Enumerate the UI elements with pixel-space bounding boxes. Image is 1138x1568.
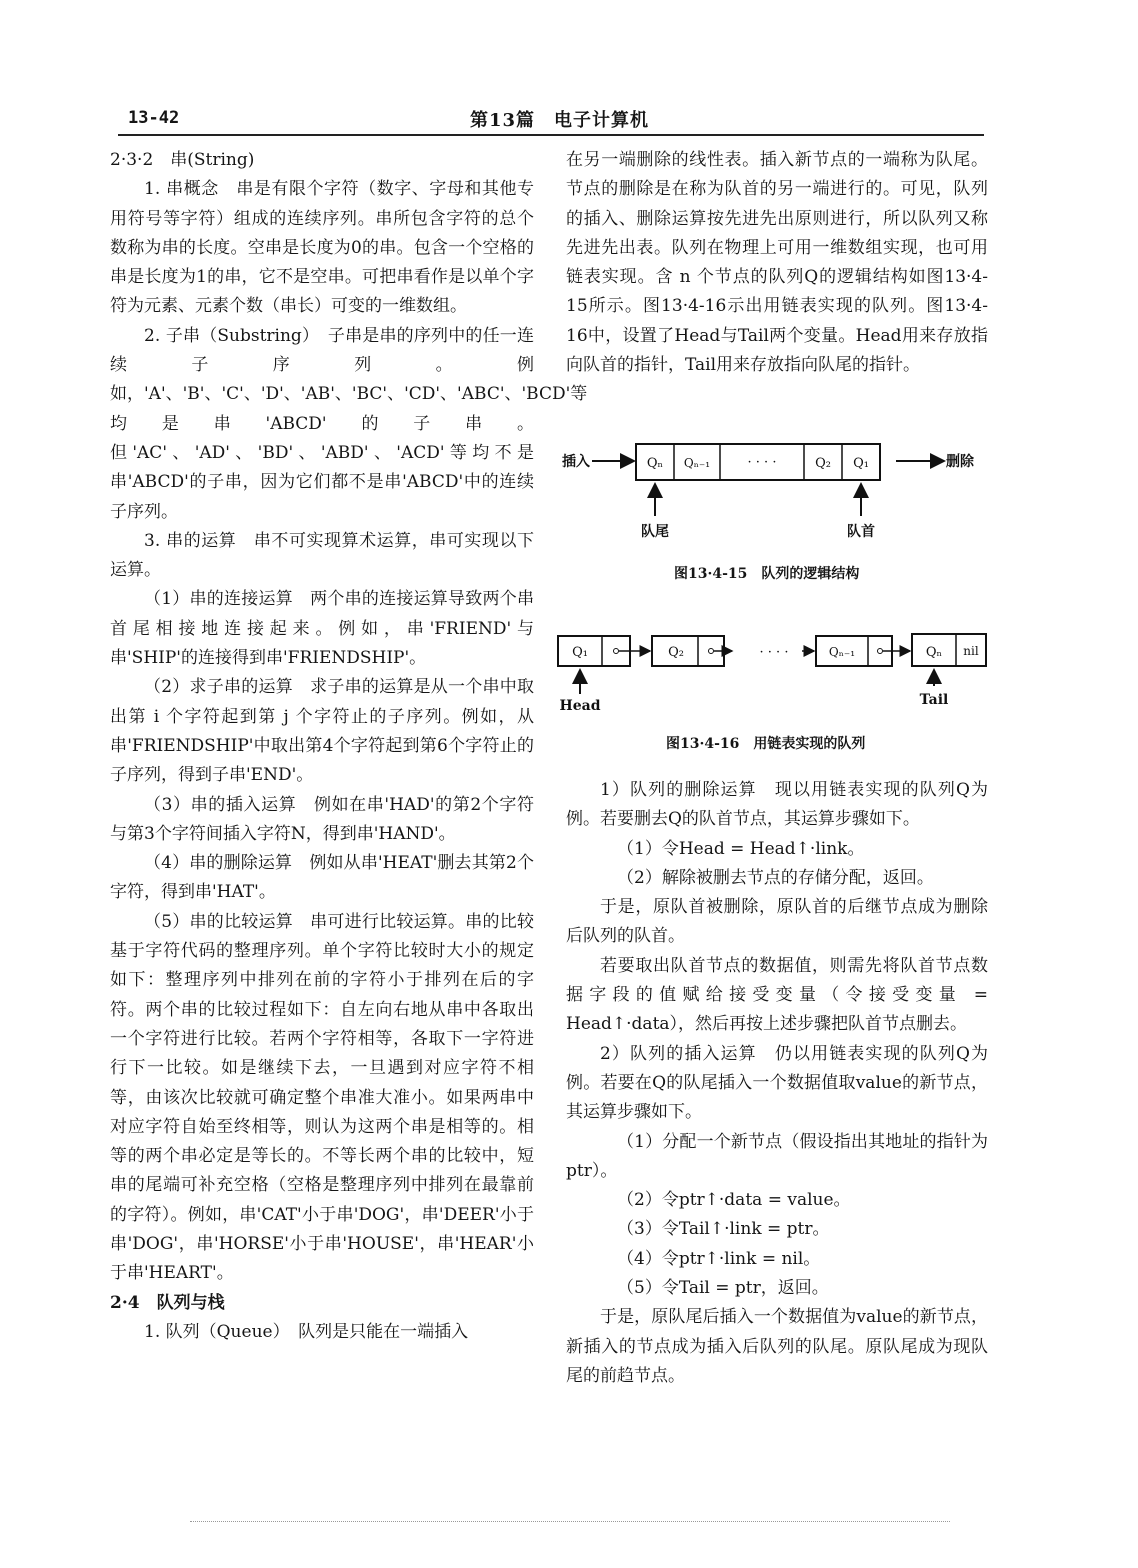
page-header — [118, 108, 984, 136]
insert-label: 插入 — [562, 454, 590, 470]
paragraph: （3）串的插入运算 例如在串'HAD'的第2个字符与第3个字符间插入字符N，得到串'HAND'。 — [110, 794, 534, 844]
node-qn-label: Qₙ — [925, 645, 943, 660]
paragraph: 在另一端删除的线性表。插入新节点的一端称为队尾。节点的删除是在称为队首的另一端进行的。可见，队列的插入、删除运算按先进先出原则进行，所以队列又称先进先出表。队列在物理上可用一维数组实现，也可用链表实现。含 n 个节点的队列Q的逻辑结构如图13·4-15所示。图13·4-16示出用链表实现的队列。图13·4-16中，设置了Head与Tail两个变量。Head用来存放指向队首的指针，Tail用来存放指向队尾的指针。 — [566, 150, 988, 376]
paragraph: （4）令ptr↑·link = nil。 — [617, 1248, 821, 1269]
paragraph: 于是，原队首被删除，原队首的后继节点成为删除后队列的队首。 — [566, 897, 988, 947]
node-qn-1-label: Qₙ₋₁ — [828, 645, 856, 659]
queue-cell-q1: Q₁ — [853, 456, 869, 471]
paragraph: 2. 子串（Substring） 子串是串的序列中的任一连续子序列。例如，'A'、'B'、'C'、'D'、'AB'、'BC'、'CD'、'ABC'、'BCD'等均是串'ABCD'的子串。但'AC'、'AD'、'BD'、'ABD'、'ACD'等均不是串'ABCD'的子串，因为它们都不是串'ABCD'中的连续子序列。 — [110, 325, 588, 522]
section-heading-string: 2·3·2 串(String) — [110, 150, 255, 170]
right-column-lower — [566, 776, 988, 1391]
queue-cell-qn: Qₙ — [646, 456, 664, 471]
linked-queue-figure — [552, 626, 992, 718]
node-q1-label: Q₁ — [572, 645, 588, 660]
queue-cell-q2: Q₂ — [815, 456, 831, 471]
head-label: Head — [559, 698, 601, 714]
paragraph: （1）分配一个新节点（假设指出其地址的指针为ptr）。 — [566, 1131, 988, 1181]
paragraph: 2）队列的插入运算 仍以用链表实现的队列Q为例。若要在Q的队尾插入一个数据值取value的新节点，其运算步骤如下。 — [566, 1043, 988, 1123]
figure-caption-16: 图13·4-16 用链表实现的队列 — [666, 736, 866, 752]
bottom-dotted-rule — [190, 1521, 950, 1522]
paragraph: 3. 串的运算 串不可实现算术运算，串可实现以下运算。 — [110, 530, 534, 581]
running-title: 第13篇 电子计算机 — [470, 110, 650, 131]
rear-label: 队尾 — [641, 524, 669, 540]
delete-label: 删除 — [946, 454, 974, 470]
queue-cell-dots: · · · · — [747, 455, 777, 470]
queue-cell-qn-1: Qₙ₋₁ — [683, 456, 711, 470]
paragraph: （2）令ptr↑·data = value。 — [617, 1190, 851, 1211]
right-column — [566, 146, 988, 380]
paragraph: （5）令Tail = ptr，返回。 — [617, 1278, 829, 1299]
paragraph: 1. 串概念 串是有限个字符（数字、字母和其他专用符号等字符）组成的连续序列。串所包含字符的总个数称为串的长度。空串是长度为0的串。包含一个空格的串是长度为1的串，它不是空串。可把串看作是以单个字符为元素、元素个数（串长）可变的一维数组。 — [110, 179, 534, 317]
node-q2-label: Q₂ — [668, 645, 684, 660]
paragraph: （2）解除被删去节点的存储分配，返回。 — [617, 867, 934, 888]
ellipsis: · · · · — [759, 645, 789, 660]
paragraph: （3）令Tail↑·link = ptr。 — [617, 1219, 830, 1240]
paragraph: （4）串的删除运算 例如从串'HEAT'删去其第2个字符，得到串'HAT'。 — [110, 853, 534, 903]
paragraph: 于是，原队尾后插入一个数据值为value的新节点，新插入的节点成为插入后队列的队尾。原队尾成为现队尾的前趋节点。 — [566, 1307, 988, 1386]
queue-logical-structure-figure — [560, 436, 990, 546]
tail-label: Tail — [919, 692, 949, 708]
paragraph: 1. 队列（Queue） 队列是只能在一端插入 — [144, 1321, 469, 1342]
paragraph: （5）串的比较运算 串可进行比较运算。串的比较基于字符代码的整理序列。单个字符比较时大小的规定如下：整理序列中排列在前的字符小于排列在后的字符。两个串的比较过程如下：自左向右地从串中各取出一个字符进行比较。若两个字符相等，各取下一字符进行下一比较。如是继续下去，一旦遇到对应字符不相等，由该次比较就可确定整个串准大准小。如果两串中对应字符自始至终相等，则认为这两个串是相等的。相等的两个串必定是等长的。不等长两个串的比较中，短串的尾端可补充空格（空格是整理序列中排列在最靠前的字符）。例如，串'CAT'小于串'DOG'，串'DEER'小于串'DOG'，串'HORSE'小于串'HOUSE'，串'HEAR'小于串'HEART'。 — [110, 911, 534, 1284]
paragraph: （1）串的连接运算 两个串的连接运算导致两个串首尾相接地连接起来。例如，串'FRIEND'与串'SHIP'的连接得到串'FRIENDSHIP'。 — [110, 589, 534, 669]
page-number: 13-42 — [128, 108, 180, 128]
paragraph: 1）队列的删除运算 现以用链表实现的队列Q为例。若要删去Q的队首节点，其运算步骤如下。 — [566, 780, 988, 830]
section-heading-queue-stack: 2·4 队列与栈 — [110, 1292, 225, 1313]
paragraph: （2）求子串的运算 求子串的运算是从一个串中取出第 i 个字符起到第 j 个字符止的子序列。例如，从串'FRIENDSHIP'中取出第4个字符起到第6个字符止的子序列，得到子串'END'。 — [110, 677, 534, 786]
front-label: 队首 — [847, 524, 875, 540]
paragraph: 若要取出队首节点的数据值，则需先将队首节点数据字段的值赋给接受变量（令接受变量 = Head↑·data），然后再按上述步骤把队首节点删去。 — [566, 955, 988, 1035]
figure-caption-15: 图13·4-15 队列的逻辑结构 — [674, 566, 860, 582]
nil-label: nil — [963, 644, 979, 658]
paragraph: （1）令Head = Head↑·link。 — [617, 838, 865, 859]
